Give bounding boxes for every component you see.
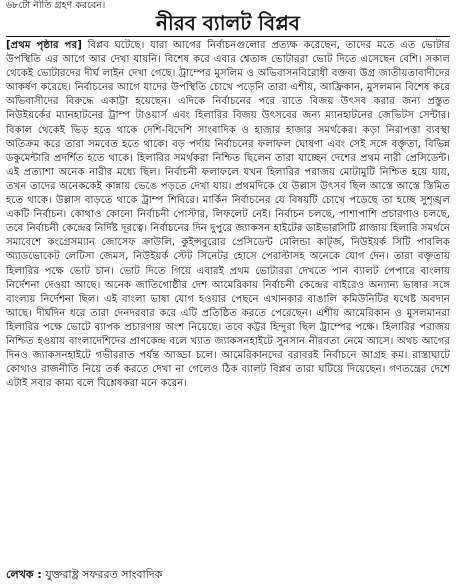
byline: [6, 567, 450, 583]
article-text: বিপ্লব ঘটেছে। যারা আগের নির্বাচনগুলোর প্রত্যক্ষ করেছেন, তাদের মতে এত ভোটার উপস্থিতি এর আগে আর দেখা যায়নি। বিশেষ করে এবার শ্বেতাঙ্গ ভোটাররা ভোট দিতে এসেছেন বেশি। সকাল থেকেই ভোটারদের দীর্ঘ লাইন দেখা গেছে। ট্রাম্পের মুসলিম ও অভিবাসনবিরোধী বক্তব্য উগ্র জাতীয়তাবাদীদের আকর্ষণ করেছে। নির্বাচনের আগে যাদের উপস্থিতি চোখে পড়েনি তারা এশীয়, আফ্রিকান, মুসলমান বিশেষ করে অভিবাসীদের বিরুদ্ধে একাট্টা হয়েছেন। এদিকে নির্বাচনের পরে রাতে বিজয় উৎসব করার জন্য প্রস্তুত নিউইয়র্কের ম্যানহাটনের ট্রাম্প টাওয়ার্স এবং হিলারির বিজয় উৎসবের জন্য ম্যানহাটনের জেভিটস সেন্টার। বিকাল থেকেই ভিড় হতে থাকে দেশি-বিদেশি সাংবাদিক ও হাজার হাজার সমর্থকের। কড়া নিরাপত্তা ব্যবস্থা অতিক্রম করে তারা সমবেত হতে থাকে। বড় পর্দায় নির্বাচনের ফলাফল ঘোষণা এবং সেই সঙ্গে বক্তৃতা, বিভিন্ন ডকুমেন্টারি প্রদর্শিত হতে থাকে। হিলারির সমর্থকরা নিশ্চিত ছিলেন তারা যাচ্ছেন দেশের প্রথম নারী প্রেসিডেন্ট। এই প্রত্যাশা অনেক নারীর মধ্যে ছিল। নির্বাচনী ফলাফলে যখন হিলারির পরাজয় মোটামুটি নিশ্চিত হয়ে যায়, তখন তাদের অনেককেই কান্নায় ভেঙে পড়তে দেখা যায়। প্রথমদিকে যে উল্লাস উৎসব ছিল আস্তে আস্তে স্তিমিত হতে থাকে। উল্লাস বাড়তে থাকে ট্রাম্প শিবিরে। মার্কিন নির্বাচনের যে বিষয়টি চোখে পড়েছে তা হচ্ছে সুশৃঙ্খল একটি নির্বাচন। কোথাও কোনো নির্বাচনী পোস্টার, লিফলেট নেই। নির্বাচন চলছে, পাশাপাশি প্রচারণাও চলছে, তবে নির্বাচনী কেন্দ্রের নির্দিষ্ট দূরত্বে। নির্বাচনের দিন দুপুরে জ্যাকসন হাইটের ডাইভারসিটি প্লাজায় হিলারি সমর্থনে সমাবেশে কংগ্রেসম্যান জোসেফ ক্রাউলি, কুইন্সবুরোর প্রেসিডেন্ট মেলিন্ডা কার্ট্জ, নিউইয়র্ক সিটি পাবলিক অ্যাডভোকেট লেটিসা জেমস, নিউইয়র্ক স্টেট সিনেটর হোসে পেরাল্টাসহ অনেকে যোগ দেন। তারা বক্তৃতায় হিলারির পক্ষে ভোট চান। ভোট দিতে গিয়ে এবারই প্রথম ভোটাররা দেখতে পান ব্যালট পেপারে বাংলায় নির্দেশনা দেওয়া আছে। অনেক জাতিগোষ্ঠীর দেশ আমেরিকায় নির্বাচনী কেন্দ্রের বাইরেও অন্যান্য ভাষার সঙ্গে বাংলায় নির্দেশনা ছিল। এই বাংলা ভাষা যোগ হওয়ার পেছনে এখানকার বাঙালি কমিউনিটির যথেষ্ট অবদান আছে। দীর্ঘদিন ধরে তারা দেনদরবার করে এটি প্রতিষ্ঠিত করতে পেরেছেন। এশীয় আমেরিকান ও মুসলমানরা হিলারির পক্ষে ভোটে ব্যাপক প্রচারণায় অংশ নিয়েছে। তবে কট্টর হিন্দুরা ছিল ট্রাম্পের পক্ষে। হিলারির পরাজয় নিশ্চিত হওয়ায় বাংলাদেশিদের প্রাণকেন্দ্র বলে খ্যাত জ্যাকসনহাইটে সুনসান নীরবতা নেমে আসে। অথচ আগের দিনও জ্যাকসনহাইটে গভীররাত পর্যন্ত আড্ডা চলে। আমেরিকানদের বরাবরই নির্বাচনে আগ্রহ কম। রাস্তাঘাটে কোথাও রাজনীতি নিয়ে তর্ক করতে দেখা না গেলেও ঠিক ব্যালট বিপ্লব তারা ঘটিয়ে দিয়েছেন। গণতন্ত্রের দেশে এটাই সবার কাম্য বলে বিশ্লেষকরা মনে করেন।: [6, 40, 450, 390]
article-body: [6, 39, 450, 563]
continuation-marker: [প্রথম পৃষ্ঠার পর]: [6, 40, 82, 51]
byline-text: যুক্তরাষ্ট্র সফররত সাংবাদিক: [45, 568, 163, 581]
article-title: নীরব ব্যালট বিপ্লব: [156, 11, 300, 35]
previous-column-fragment: ৬৮টো নীতি গ্রহণ করবেন।: [6, 0, 106, 11]
byline-label: লেখক :: [6, 568, 42, 581]
title-rule: [6, 36, 450, 37]
